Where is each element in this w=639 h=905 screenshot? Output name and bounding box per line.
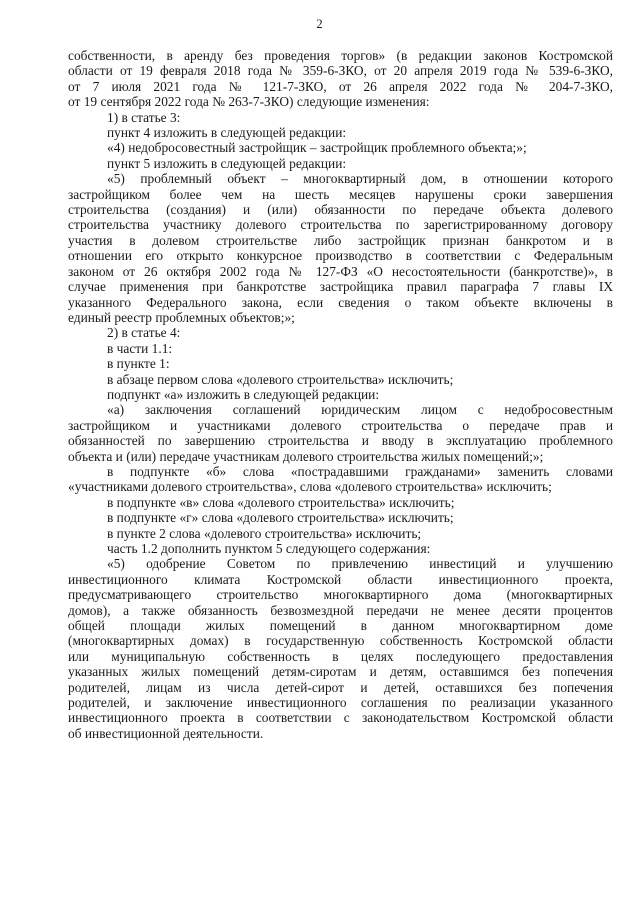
text-line: собственности, в аренду без проведения торгов» (в редакции законов Костромской [68,48,613,63]
text-line: пункт 4 изложить в следующей редакции: [107,125,347,141]
text-line: в части 1.1: [107,340,173,356]
text-line: указанных жилых помещений детям-сиротам и детям, оставшимся без попечения [68,664,613,680]
text-line: единый реестр проблемных объектов;»; [68,309,295,325]
text-line: родителей, лицам из числа детей-сирот и детей, оставшихся без попечения [68,679,613,695]
text-line: или муниципальную собственность в целях последующего предоставления [68,648,613,664]
text-line: 1) в статье 3: [107,109,181,125]
text-line: в абзаце первом слова «долевого строительства» исключить; [107,371,454,387]
text-line: пункт 5 изложить в следующей редакции: [107,155,347,171]
text-line: указанного Федерального закона, если сведения о таком объекте включены в [68,294,613,310]
page-number: 2 [316,17,323,31]
text-line: случае применения при банкротстве застройщика правил параграфа 7 главы IX [68,279,613,295]
text-line: участия в долевом строительстве либо застройщик признан банкротом и в [68,232,613,248]
text-line: застройщиком и участниками долевого строительства о передаче прав и [68,417,613,433]
text-line: строительства участнику долевого строительства по зарегистрированному договору [68,217,613,233]
text-line: «а) заключения соглашений юридическим лицом с недобросовестным [107,402,613,418]
text-line: в пункте 1: [107,356,170,372]
text-line: «4) недобросовестный застройщик – застройщик проблемного объекта;»; [107,140,527,156]
text-line: застройщиком более чем на шесть месяцев нарушены сроки завершения [68,186,613,202]
text-line: (многоквартирных домах) в государственную собственность Костромской области [68,633,613,649]
text-line: в подпункте «в» слова «долевого строительства» исключить; [107,494,455,510]
text-line: домов), а также обязанность безвозмездной передачи не менее десяти процентов [68,602,613,618]
text-line: подпункт «а» изложить в следующей редакции: [107,386,380,402]
text-line: общей площади жилых помещений в данном многоквартирном доме [68,618,613,634]
text-line: в пункте 2 слова «долевого строительства» исключить; [107,525,422,541]
text-line: строительства (создания) и (или) обязанности по передаче объекта долевого [68,202,613,218]
text-line: в подпункте «б» слова «пострадавшими гражданами» заменить словами [107,463,613,479]
text-line: законом от 26 октября 2002 года № 127-ФЗ «О несостоятельности (банкротстве)», в [68,263,613,279]
document-body [68,48,613,741]
text-line: инвестиционного климата Костромской области инвестиционного проекта, [68,571,613,587]
text-line: от 7 июля 2021 года № 121-7-ЗКО, от 26 апреля 2022 года № 204-7-ЗКО, [68,78,613,94]
text-line: часть 1.2 дополнить пунктом 5 следующего содержания: [107,541,431,556]
text-line: родителей, и заключение инвестиционного соглашения по реализации указанного [68,695,613,711]
text-line: 2) в статье 4: [107,325,181,341]
text-line: «5) одобрение Советом по привлечению инвестиций и улучшению [107,556,613,572]
text-line: области от 19 февраля 2018 года № 359-6-ЗКО, от 20 апреля 2019 года № 539-6-ЗКО, [68,63,613,79]
text-line: объекта и (или) передаче участникам долевого строительства жилых помещений;»; [68,448,544,464]
text-line: в подпункте «г» слова «долевого строительства» исключить; [107,510,454,526]
text-line: обязанностей по завершению строительства и вводу в эксплуатацию проблемного [68,433,613,449]
text-line: инвестиционного проекта в соответствии с законодательством Костромской области [68,710,613,726]
text-line: от 19 сентября 2022 года № 263-7-ЗКО) следующие изменения: [68,94,430,110]
text-line: отношении его открыто конкурсное производство в соответствии с Федеральным [68,248,613,264]
text-line: «участниками долевого строительства», слова «долевого строительства» исключить; [68,479,552,495]
text-line: предусматривающего строительство многоквартирного дома (многоквартирных [68,587,613,603]
text-line: об инвестиционной деятельности. [68,725,264,741]
text-line: «5) проблемный объект – многоквартирный дом, в отношении которого [107,171,613,187]
